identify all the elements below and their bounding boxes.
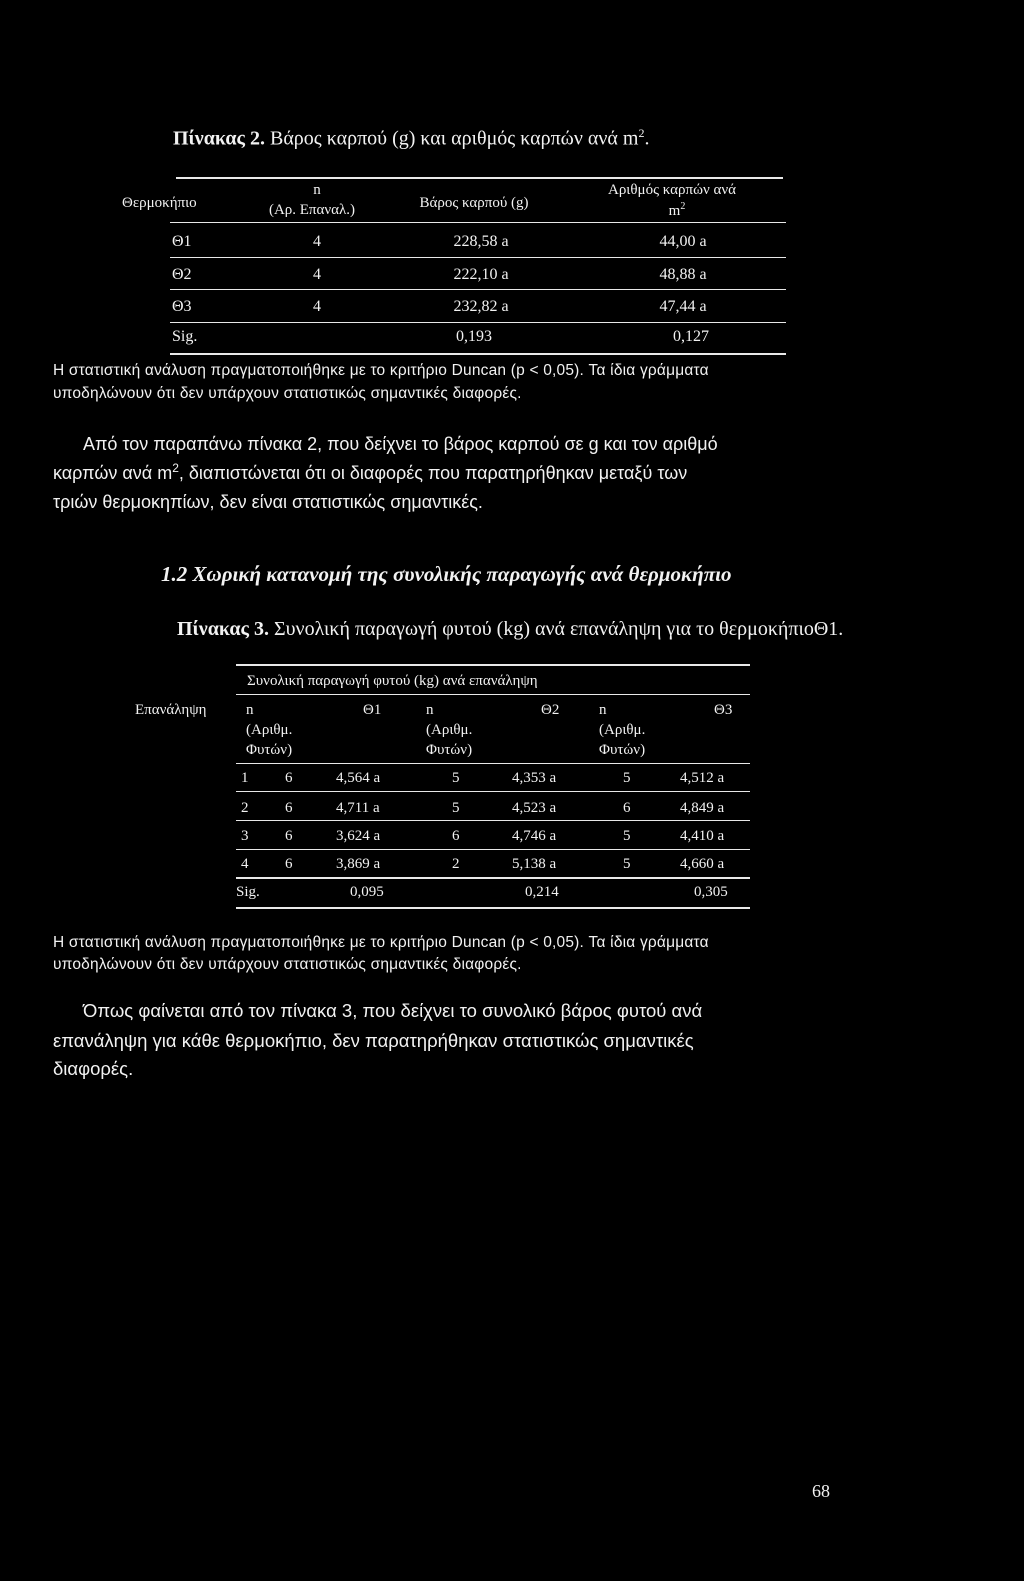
page-number: 68 bbox=[812, 1481, 830, 1501]
table2-note-line2: υποδηλώνουν ότι δεν υπάρχουν στατιστικώς σημαντικές διαφορές. bbox=[53, 385, 522, 402]
table2-row-rule bbox=[170, 289, 786, 290]
table2-sig-weight: 0,193 bbox=[456, 328, 492, 345]
table2-top-rule bbox=[176, 177, 783, 179]
table2-row-rule bbox=[170, 257, 786, 258]
table3-header-n-sub: Φυτών) bbox=[426, 742, 473, 758]
table2-row-greenhouse: Θ3 bbox=[172, 298, 192, 315]
table3-header-n: n bbox=[246, 702, 254, 718]
table3-note-line2: υποδηλώνουν ότι δεν υπάρχουν στατιστικώς σημαντικές διαφορές. bbox=[53, 956, 522, 973]
table3-group-header: Συνολική παραγωγή φυτού (kg) ανά επανάληψη bbox=[247, 673, 538, 689]
table3-header-n-sub: (Αριθμ. bbox=[246, 722, 293, 738]
table3-header-rule bbox=[236, 763, 750, 764]
table3-header-g2: Θ2 bbox=[541, 702, 560, 718]
table3-row-v1: 4,711 a bbox=[336, 800, 380, 816]
table3-row-n1: 6 bbox=[285, 856, 293, 872]
table3-row-v1: 3,624 a bbox=[336, 828, 381, 844]
table3-row-rule bbox=[236, 877, 750, 879]
table3-header-g3: Θ3 bbox=[714, 702, 733, 718]
table3-row-rep: 3 bbox=[241, 828, 249, 844]
table3-row-v2: 4,353 a bbox=[512, 770, 557, 786]
table3-header-n-sub: (Αριθμ. bbox=[426, 722, 473, 738]
table3-caption: Πίνακας 3. Συνολική παραγωγή φυτού (kg) ανά επανάληψη για το θερμοκήπιοΘ1. bbox=[177, 618, 844, 640]
table3-header-rep: Επανάληψη bbox=[135, 702, 207, 718]
table3-row-rule bbox=[236, 849, 750, 850]
table2-row-greenhouse: Θ1 bbox=[172, 233, 192, 250]
table3-row-v3: 4,410 a bbox=[680, 828, 725, 844]
table3-row-n3: 5 bbox=[623, 856, 631, 872]
table3-row-v2: 4,746 a bbox=[512, 828, 557, 844]
table3-bottom-rule bbox=[236, 907, 750, 909]
table2-header-n: n bbox=[313, 182, 321, 198]
table3-row-rule bbox=[236, 791, 750, 792]
paragraph2-line3: διαφορές. bbox=[53, 1058, 134, 1079]
table3-row-v3: 4,660 a bbox=[680, 856, 725, 872]
table3-row-rep: 2 bbox=[241, 800, 249, 816]
table2-note-line1: Η στατιστική ανάλυση πραγματοποιήθηκε με το κριτήριο Duncan (p < 0,05). Τα ίδια γράμματα bbox=[53, 362, 709, 379]
table3-row-rule bbox=[236, 820, 750, 821]
table2-row-weight: 232,82 a bbox=[453, 298, 509, 315]
table3-sig-v1: 0,095 bbox=[350, 884, 384, 900]
table2-row-n: 4 bbox=[313, 298, 321, 315]
table3-row-v1: 3,869 a bbox=[336, 856, 381, 872]
table2-row-n: 4 bbox=[313, 266, 321, 283]
table3-row-n1: 6 bbox=[285, 828, 293, 844]
table2-header-n-sub: (Αρ. Επαναλ.) bbox=[268, 202, 356, 218]
table3-sig-label: Sig. bbox=[236, 884, 260, 900]
paragraph1-line1: Από τον παραπάνω πίνακα 2, που δείχνει το βάρος καρπού σε g και τον αριθμό bbox=[83, 434, 718, 454]
table2-header-rule bbox=[170, 222, 786, 223]
table2-row-count: 44,00 a bbox=[659, 233, 707, 250]
table2-header-count-unit: $m^2$ bbox=[668, 201, 686, 219]
table3-row-v2: 5,138 a bbox=[512, 856, 557, 872]
table3-row-n3: 6 bbox=[623, 800, 631, 816]
paragraph2-line1: Όπως φαίνεται από τον πίνακα 3, που δείχνει το συνολικό βάρος φυτού ανά bbox=[83, 1000, 703, 1021]
paragraph2-line2: επανάληψη για κάθε θερμοκήπιο, δεν παρατηρήθηκαν στατιστικώς σημαντικές bbox=[53, 1030, 694, 1051]
table2-sig-count: 0,127 bbox=[673, 328, 709, 345]
table2-row-count: 47,44 a bbox=[659, 298, 707, 315]
table2-caption: Πίνακας 2. Βάρος καρπού (g) και αριθμός καρπών ανά $m^2$. bbox=[173, 126, 650, 150]
table3-row-n2: 6 bbox=[452, 828, 460, 844]
table3-row-v1: 4,564 a bbox=[336, 770, 381, 786]
paragraph1-line3: τριών θερμοκηπίων, δεν είναι στατιστικώς σημαντικές. bbox=[53, 492, 483, 512]
table2-bottom-rule bbox=[170, 353, 786, 355]
table2-row-rule bbox=[170, 322, 786, 323]
table3-note-line1: Η στατιστική ανάλυση πραγματοποιήθηκε με το κριτήριο Duncan (p < 0,05). Τα ίδια γράμματα bbox=[53, 934, 709, 951]
table2-row-n: 4 bbox=[313, 233, 321, 250]
table2-row-greenhouse: Θ2 bbox=[172, 266, 192, 283]
table3-sig-v2: 0,214 bbox=[525, 884, 559, 900]
table2-row-weight: 222,10 a bbox=[453, 266, 509, 283]
table2-row-weight: 228,58 a bbox=[453, 233, 509, 250]
table3-header-n: n bbox=[426, 702, 434, 718]
table2-header-count: Αριθμός καρπών ανά bbox=[607, 182, 737, 198]
table2-row-count: 48,88 a bbox=[659, 266, 707, 283]
table3-row-n2: 5 bbox=[452, 770, 460, 786]
table3-header-n: n bbox=[599, 702, 607, 718]
table3-row-n2: 2 bbox=[452, 856, 460, 872]
table3-row-v3: 4,512 a bbox=[680, 770, 725, 786]
table3-row-rep: 4 bbox=[241, 856, 249, 872]
table3-row-n2: 5 bbox=[452, 800, 460, 816]
table3-header-n-sub: Φυτών) bbox=[246, 742, 293, 758]
section-title: 1.2 Χωρική κατανομή της συνολικής παραγωγής ανά θερμοκήπιο bbox=[161, 562, 732, 586]
paragraph1-line2: καρπών ανά $m^2$, διαπιστώνεται ότι οι διαφορές που παρατηρήθηκαν μεταξύ των bbox=[53, 461, 688, 483]
table3-top-rule bbox=[236, 664, 750, 666]
table3-header-g1: Θ1 bbox=[363, 702, 382, 718]
table3-row-v2: 4,523 a bbox=[512, 800, 557, 816]
table3-header-n-sub: (Αριθμ. bbox=[599, 722, 646, 738]
table3-row-n1: 6 bbox=[285, 770, 293, 786]
table3-row-n3: 5 bbox=[623, 770, 631, 786]
table2-header-weight: Βάρος καρπού (g) bbox=[419, 195, 529, 211]
table3-sig-v3: 0,305 bbox=[694, 884, 728, 900]
table3-group-rule bbox=[236, 694, 750, 695]
table3-row-rep: 1 bbox=[241, 770, 249, 786]
table3-header-n-sub: Φυτών) bbox=[599, 742, 646, 758]
table3-row-n1: 6 bbox=[285, 800, 293, 816]
table2-header-greenhouse: Θερμοκήπιο bbox=[122, 195, 197, 211]
table3-row-v3: 4,849 a bbox=[680, 800, 725, 816]
table3-row-n3: 5 bbox=[623, 828, 631, 844]
table2-sig-label: Sig. bbox=[172, 328, 198, 345]
